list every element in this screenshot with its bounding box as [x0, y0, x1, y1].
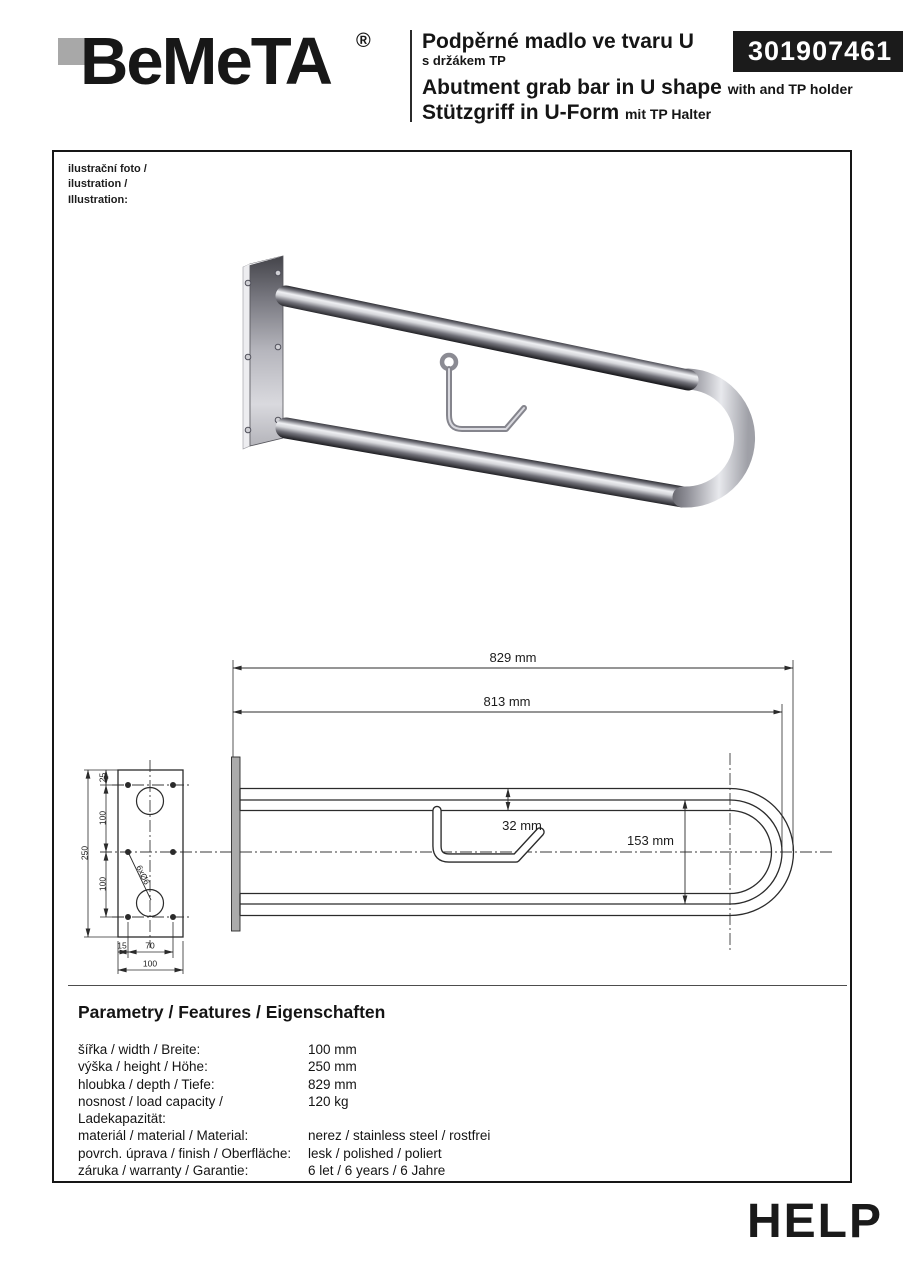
param-value-material: nerez / stainless steel / rostfrei	[308, 1128, 491, 1144]
parameters-table	[78, 1041, 798, 1179]
product-subtitle-english: with and TP holder	[727, 81, 853, 98]
param-label-load-capacity: nosnost / load capacity / Ladekapazität:	[78, 1093, 223, 1127]
table-row	[78, 1093, 798, 1128]
parameters-separator	[68, 985, 847, 986]
dim-label-153: 153 mm	[627, 833, 674, 848]
dim-label-15: 15	[117, 940, 127, 951]
param-value-warranty: 6 let / 6 years / 6 Jahre	[308, 1163, 446, 1179]
dim-label-32: 32 mm	[502, 818, 542, 833]
illustration-label	[68, 162, 147, 208]
product-code-badge: 301907461	[733, 31, 903, 72]
dim-label-25: 25	[97, 772, 108, 783]
product-subtitle-czech: s držákem TP	[422, 52, 506, 68]
product-subtitle-german: mit TP Halter	[624, 105, 712, 122]
param-value-width: 100 mm	[308, 1042, 357, 1057]
param-label-height: výška / height / Höhe:	[78, 1059, 208, 1075]
dim-label-100-upper: 100	[97, 810, 108, 826]
mounting-plate-drawing	[118, 770, 183, 937]
dim-label-813: 813 mm	[483, 694, 531, 709]
param-label-warranty: záruka / warranty / Garantie:	[78, 1163, 249, 1179]
parameters-heading: Parametry / Features / Eigenschaften	[78, 1002, 386, 1022]
header-divider	[410, 30, 412, 122]
param-label-width: šířka / width / Breite:	[78, 1042, 201, 1057]
illustration-label-line3: Illustration:	[68, 193, 128, 206]
table-row	[78, 1127, 798, 1144]
dim-label-100-lower: 100	[97, 876, 108, 892]
grab-bar-side-view	[232, 757, 794, 931]
table-row	[78, 1041, 798, 1058]
table-row	[78, 1162, 798, 1179]
product-photo	[205, 248, 805, 563]
product-title-czech: Podpěrné madlo ve tvaru U	[422, 30, 694, 53]
centerlines	[97, 753, 832, 952]
dim-label-250: 250	[79, 845, 90, 861]
help-text: HELP	[746, 1195, 883, 1248]
table-row	[78, 1145, 798, 1162]
table-row	[78, 1076, 798, 1093]
param-label-material: materiál / material / Material:	[78, 1128, 249, 1144]
product-title-german: Stützgriff in U-Form mit TP Halter	[422, 100, 712, 124]
table-row	[78, 1058, 798, 1075]
plate-holes-label: 6xØ6	[134, 863, 153, 887]
product-title-english: Abutment grab bar in U shape with and TP holder	[422, 76, 853, 100]
dim-label-70: 70	[145, 940, 155, 951]
toilet-paper-holder-photo	[442, 355, 524, 429]
brand-logo: BeMeTA	[80, 24, 332, 99]
dim-label-829: 829 mm	[489, 650, 537, 665]
param-value-finish: lesk / polished / poliert	[308, 1145, 442, 1161]
illustration-label-line2: ilustration /	[68, 178, 128, 191]
param-label-depth: hloubka / depth / Tiefe:	[78, 1076, 215, 1092]
dim-label-100-width: 100	[142, 958, 158, 969]
param-value-load-capacity: 120 kg	[308, 1093, 349, 1109]
param-label-finish: povrch. úprava / finish / Oberfläche:	[78, 1145, 292, 1161]
illustration-label-line1: ilustrační foto /	[68, 163, 147, 175]
registered-trademark-symbol: ®	[356, 30, 371, 52]
param-value-height: 250 mm	[308, 1059, 357, 1075]
technical-drawing	[60, 630, 845, 980]
grab-bar-photo	[286, 296, 745, 497]
param-value-depth: 829 mm	[308, 1076, 357, 1092]
